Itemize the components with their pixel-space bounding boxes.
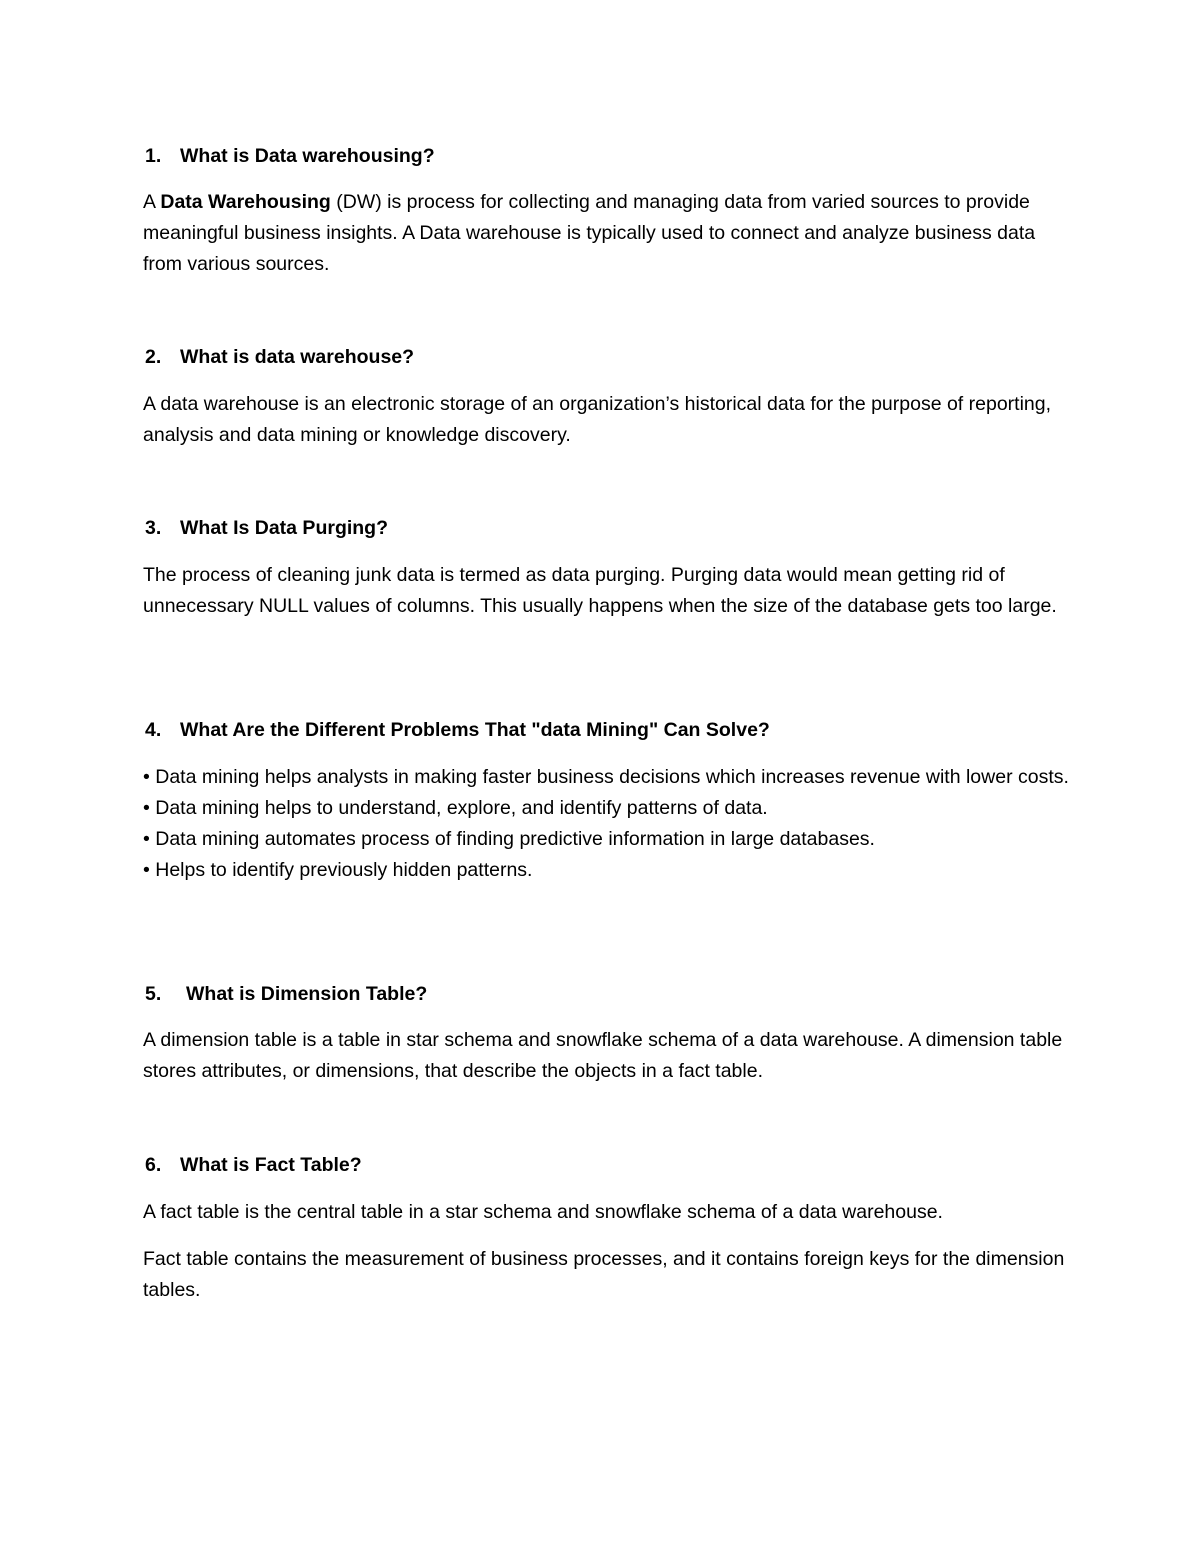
question-number: 1. xyxy=(145,145,162,167)
question-text: What is Fact Table? xyxy=(180,1154,362,1176)
question-text: What Are the Different Problems That "data Mining" Can Solve? xyxy=(180,719,770,741)
bullet-item: • Data mining automates process of finding predictive information in large databases. xyxy=(143,828,875,850)
question-number: 5. xyxy=(145,983,162,1005)
question-number: 4. xyxy=(145,719,162,741)
question-6 xyxy=(145,1150,1085,1181)
answer-3: The process of cleaning junk data is termed as data purging. Purging data would mean getting rid of unnecessary NULL values of columns. This usually happens when the size of the database gets too large. xyxy=(143,564,1057,617)
question-number: 3. xyxy=(145,517,162,539)
answer-4-bullets xyxy=(143,762,1078,886)
bullet-item: • Helps to identify previously hidden patterns. xyxy=(143,859,533,881)
question-text: What is Dimension Table? xyxy=(186,983,428,1005)
question-1 xyxy=(145,141,1085,172)
question-text: What is Data warehousing? xyxy=(180,145,435,167)
answer-2: A data warehouse is an electronic storage of an organization’s historical data for the purpose of reporting, analysis and data mining or knowledge discovery. xyxy=(143,393,1052,446)
question-number: 2. xyxy=(145,346,162,368)
question-number: 6. xyxy=(145,1154,162,1176)
answer-6-continued: Fact table contains the measurement of business processes, and it contains foreign keys for the dimension tables. xyxy=(143,1248,1065,1301)
bullet-item: • Data mining helps to understand, explore, and identify patterns of data. xyxy=(143,797,768,819)
question-4 xyxy=(145,715,1085,746)
answer-prefix: A xyxy=(143,191,161,213)
question-2 xyxy=(145,342,1085,373)
question-3 xyxy=(145,513,1085,544)
answer-5: A dimension table is a table in star schema and snowflake schema of a data warehouse. A dimension table stores attributes, or dimensions, that describe the objects in a fact table. xyxy=(143,1029,1063,1082)
question-text: What is data warehouse? xyxy=(180,346,415,368)
answer-6: A fact table is the central table in a star schema and snowflake schema of a data warehouse. xyxy=(143,1201,943,1223)
answer-text: (DW) is process for collecting and managing data from varied sources to provide meaningful business insights. A Data warehouse is typically used to connect and analyze business data from various sources. xyxy=(143,191,1036,275)
question-text: What Is Data Purging? xyxy=(180,517,389,539)
bullet-item: • Data mining helps analysts in making faster business decisions which increases revenue with lower costs. xyxy=(143,766,1069,788)
question-5 xyxy=(145,979,1085,1010)
answer-bold-term: Data Warehousing xyxy=(160,191,331,213)
answer-1 xyxy=(143,187,1078,280)
